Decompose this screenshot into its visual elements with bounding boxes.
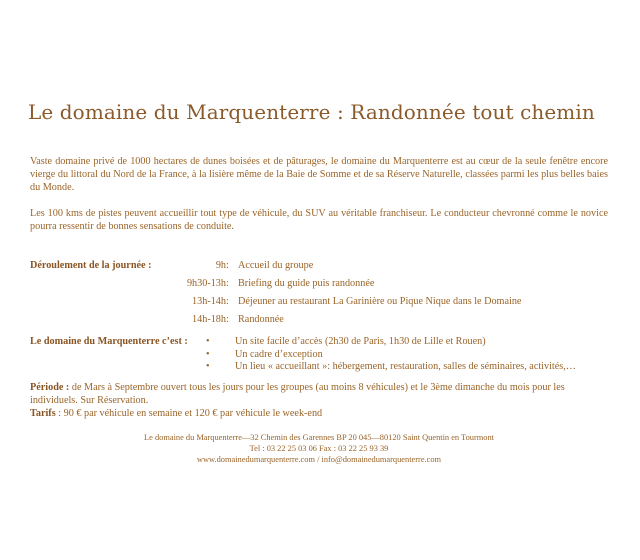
periode-paragraph: [30, 382, 608, 408]
schedule-desc: Déjeuner au restaurant La Garinière ou Pique Nique dans le Domaine: [238, 296, 522, 307]
vehicles-paragraph: Les 100 kms de pistes peuvent accueillir tout type de véhicule, du SUV au véritable franchiseur. Le conducteur chevronné comme le novice pourra ressentir de bonnes sensations de conduite.: [30, 208, 608, 232]
domain-bullet-list: [206, 336, 616, 374]
list-item: [206, 349, 616, 362]
bullet-icon: •: [206, 348, 210, 360]
schedule-time: 14h-18h: [192, 314, 226, 325]
list-item-text: Un lieu « accueillant »: hébergement, restauration, salles de séminaires, activités,…: [235, 361, 576, 372]
schedule-row: [150, 278, 610, 291]
schedule-row: [150, 314, 610, 327]
periode-text: de Mars à Septembre ouvert tous les jours pour les groupes (au moins 8 véhicules) et le 3ème dimanche du mois pour les individuels. Sur Réservation.: [30, 382, 565, 406]
footer-address: Le domaine du Marquenterre—32 Chemin des Garennes BP 20 045—80120 Saint Quentin en Tourmont: [144, 433, 494, 442]
schedule-desc: Accueil du groupe: [238, 260, 314, 271]
footer-web-link[interactable]: www.domainedumarquenterre.com / info@domainedumarquenterre.com: [196, 455, 442, 465]
tarifs-paragraph: [30, 408, 608, 419]
schedule-row: [150, 260, 610, 273]
bullet-icon: •: [206, 336, 210, 347]
schedule-colon: :: [226, 314, 229, 325]
schedule-time: 13h-14h: [192, 296, 226, 307]
schedule-colon: :: [226, 296, 229, 307]
intro-paragraph: Vaste domaine privé de 1000 hectares de dunes boisées et de pâturages, le domaine du Marquenterre est au cœur de la seule fenêtre encore vierge du littoral du Nord de la France, à la lisière même de la Baie de Somme et de sa Réserve Naturelle, classées parmi les plus belles baies du Monde.: [30, 156, 608, 193]
schedule-time: 9h: [215, 260, 226, 271]
list-item: [206, 336, 616, 349]
list-item: [206, 361, 616, 374]
schedule-desc: Briefing du guide puis randonnée: [238, 278, 375, 289]
schedule-colon: :: [226, 260, 229, 271]
schedule-time: 9h30-13h: [186, 278, 226, 289]
periode-label: Période :: [30, 382, 70, 393]
schedule-label: Déroulement de la journée :: [30, 260, 152, 271]
schedule-colon: :: [226, 278, 229, 289]
tarifs-label: Tarifs: [30, 408, 56, 419]
schedule-desc: Randonnée: [238, 314, 284, 325]
domain-label: Le domaine du Marquenterre c’est :: [30, 336, 188, 347]
schedule-row: [150, 296, 610, 309]
footer: [30, 432, 608, 466]
list-item-text: Un site facile d’accès (2h30 de Paris, 1h30 de Lille et Rouen): [235, 336, 486, 347]
bullet-icon: •: [206, 361, 210, 372]
page-title: Le domaine du Marquenterre : Randonnée tout chemin: [28, 100, 595, 124]
footer-phone: Tel : 03 22 25 03 06 Fax : 03 22 25 93 39: [249, 444, 389, 454]
tarifs-text: : 90 € par véhicule en semaine et 120 € par véhicule le week-end: [55, 408, 323, 419]
list-item-text: Un cadre d’exception: [235, 348, 323, 360]
